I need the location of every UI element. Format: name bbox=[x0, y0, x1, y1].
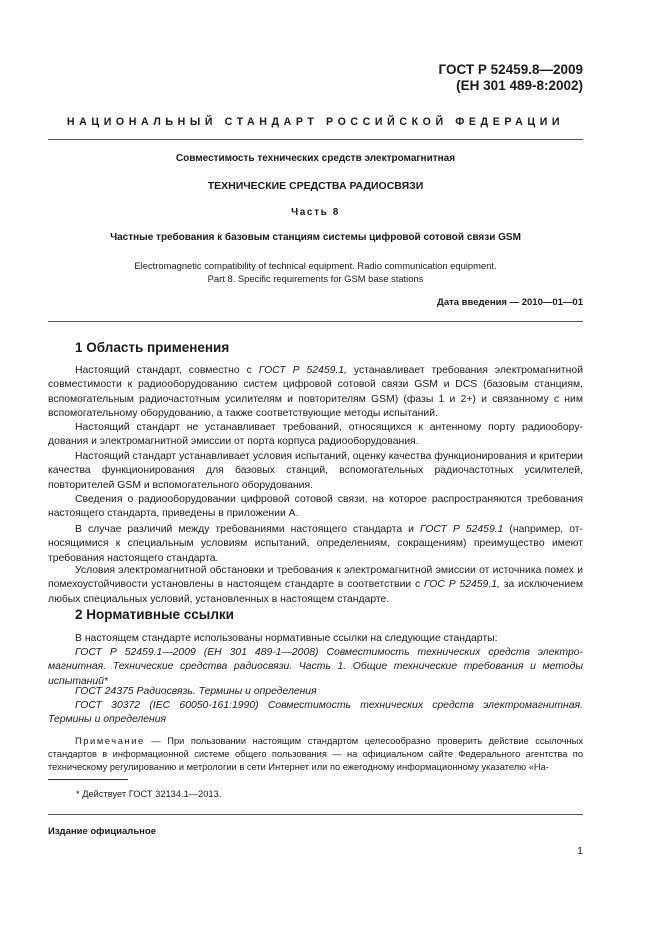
standard-code-line2: (ЕН 301 489-8:2002) bbox=[456, 78, 583, 93]
p1-text-b: устанавливает требования электромагнитной совместимости к радиооборудованию систем цифровой сотовой связи GSM и DCS (базовым станциям, вспомогательным радиочастотным усилителям и повторителям GSM) (фазы 1 и 2+) и связанному с ним вспомогательному оборудованию, а также соответствующие методы испытаний. bbox=[48, 365, 584, 419]
note-text: — При пользовании настоящим стандартом целесообразно проверить действие ссылочных стандартов в информационной системе общего пользования — на официальном сайте Федерального агентства по техническому регулированию и метрологии в сети Интернет или по ежегодному информационному указателю «На- bbox=[48, 736, 583, 773]
p5-text-a: В случае различий между требованиями настоящего стандарта и bbox=[75, 524, 420, 535]
section1-heading: 1 Область применения bbox=[75, 340, 230, 355]
part-title: Часть 8 bbox=[291, 207, 340, 218]
normative-reference: ГОСТ Р 52459.1—2009 (ЕН 301 489-1—2008) Совместимость технических средств электромагнитная. Технические средства радиосвязи. Часть 1. Общие технические требования и методы испытаний* bbox=[48, 647, 583, 687]
p5-ref-link: ГОСТ Р 52459.1 bbox=[419, 524, 504, 535]
standard-code-line1: ГОСТ Р 52459.8—2009 bbox=[438, 62, 583, 77]
compat-title: Совместимость технических средств электромагнитная bbox=[175, 153, 456, 164]
top-divider bbox=[48, 139, 583, 140]
main-title: ТЕХНИЧЕСКИЕ СРЕДСТВА РАДИОСВЯЗИ bbox=[207, 180, 424, 192]
english-title-line1: Electromagnetic compatibility of technical equipment. Radio communication equipment. bbox=[134, 260, 497, 271]
footnote-divider bbox=[48, 779, 128, 780]
section1-paragraph bbox=[48, 564, 583, 607]
section1-paragraph bbox=[48, 523, 583, 566]
note-label: Примечание bbox=[75, 736, 145, 746]
introduction-date: Дата введения — 2010—01—01 bbox=[437, 297, 583, 308]
section1-paragraph bbox=[48, 364, 583, 421]
section2-intro: В настоящем стандарте использованы нормативные ссылки на следующие стандарты: bbox=[75, 633, 498, 644]
section1-paragraph: Настоящий стандарт устанавливает условия испытаний, оценку качества функционирования и критерии качества функционирования для базовых станций, вспомогательных радиочастотных усилителей, повторителей GSM и вспомогательного оборудования. bbox=[48, 451, 583, 491]
official-edition-label: Издание официальное bbox=[48, 826, 156, 837]
specific-title: Частные требования к базовым станциям системы цифровой сотовой связи GSM bbox=[110, 232, 521, 243]
date-divider bbox=[48, 321, 583, 322]
section1-paragraph: Сведения о радиооборудовании цифровой сотовой связи, на которое распространяются требования настоящего стандарта, приведены в приложении А. bbox=[48, 494, 583, 520]
note-paragraph bbox=[48, 735, 583, 775]
english-title-line2: Part 8. Specific requirements for GSM base stations bbox=[207, 273, 424, 284]
standard-code bbox=[439, 62, 583, 94]
p6-text-b: за исключением любых специальных условий, установленных в настоящем стандарте. bbox=[48, 579, 583, 605]
national-standard-banner: НАЦИОНАЛЬНЫЙ СТАНДАРТ РОССИЙСКОЙ ФЕДЕРАЦИИ bbox=[66, 116, 565, 128]
normative-reference: ГОСТ 30372 (IEC 60050-161:1990) Совместимость технических средств электромагнитная. Термины и определения bbox=[48, 700, 583, 726]
p1-ref-link: ГОСТ Р 52459.1, bbox=[258, 365, 347, 376]
p6-text-a: Условия электромагнитной обстановки и требования к электромагнитной эмиссии от источника помех и помехоустойчивости установлены в настоящем стандарте в соответствии с bbox=[48, 565, 583, 591]
normative-reference: ГОСТ 24375 Радиосвязь. Термины и определения bbox=[75, 686, 317, 697]
footnote: * Действует ГОСТ 32134.1—2013. bbox=[76, 789, 222, 799]
p5-text-b: (например, относящимися к специальным условиям испытаний, определениям, сокращениям) преимущество имеют требования настоящего стандарта. bbox=[48, 524, 583, 564]
page-number: 1 bbox=[577, 845, 583, 857]
english-title bbox=[48, 259, 583, 285]
p1-text-a: Настоящий стандарт, совместно с bbox=[75, 365, 259, 376]
p6-ref-link: ГОС Р 52459.1, bbox=[424, 579, 500, 591]
section1-paragraph: Настоящий стандарт не устанавливает требований, относящихся к антенному порту радиооборудования и электромагнитной эмиссии от порта корпуса радиооборудования. bbox=[48, 422, 583, 448]
footer-divider bbox=[48, 814, 583, 815]
section2-heading: 2 Нормативные ссылки bbox=[75, 607, 234, 622]
